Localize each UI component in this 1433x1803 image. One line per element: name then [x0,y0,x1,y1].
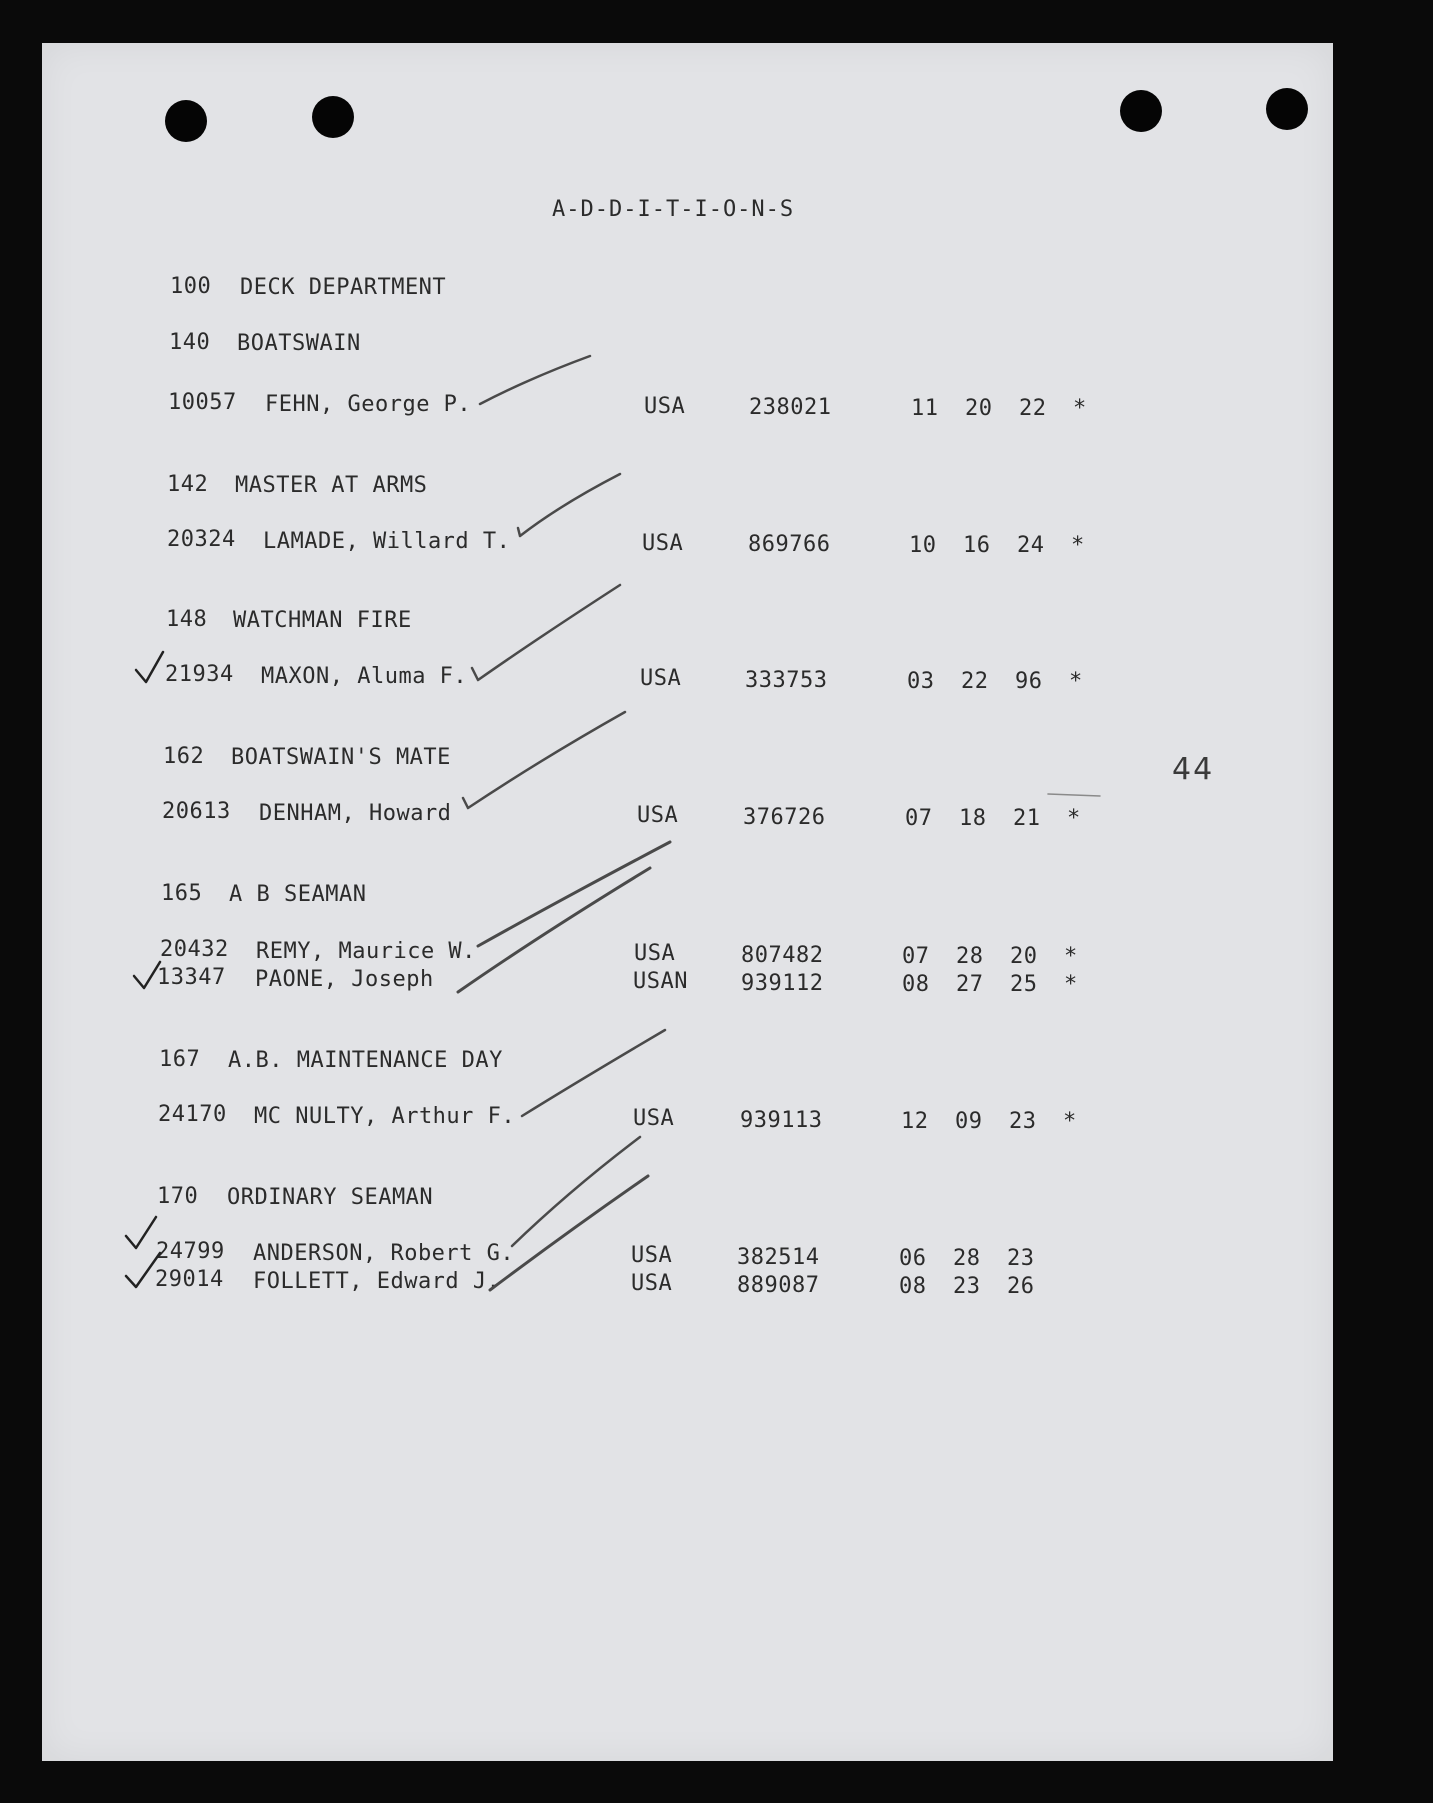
date-day: 28 [956,944,984,969]
date-month: 08 [902,972,930,997]
asterisk-mark: * [1073,396,1087,421]
section-name: A.B. MAINTENANCE DAY [228,1048,503,1073]
date-day: 22 [961,669,989,694]
crew-name: REMY, Maurice W. [256,939,476,964]
section-code: 170 [157,1184,199,1209]
date-day: 18 [959,806,987,831]
crew-name: MC NULTY, Arthur F. [254,1104,516,1129]
punch-hole [165,100,207,142]
date-month: 11 [911,396,939,421]
crew-name: LAMADE, Willard T. [263,529,511,554]
section-code: 142 [167,472,209,497]
punch-hole [1266,88,1308,130]
crew-id: 24799 [156,1239,225,1264]
date-year: 21 [1013,806,1041,831]
section-code: 148 [166,607,208,632]
date-year: 25 [1010,972,1038,997]
date-month: 08 [899,1274,927,1299]
asterisk-mark: * [1064,944,1078,969]
date-year: 20 [1010,944,1038,969]
punch-hole [1120,90,1162,132]
document-number: 238021 [749,395,832,420]
section-code: 162 [163,744,205,769]
asterisk-mark: * [1063,1109,1077,1134]
crew-name: FOLLETT, Edward J. [253,1269,501,1294]
citizenship: USA [644,394,686,419]
date-year: 23 [1009,1109,1037,1134]
date-day: 27 [956,972,984,997]
asterisk-mark: * [1071,533,1085,558]
citizenship: USA [637,803,679,828]
date-month: 03 [907,669,935,694]
asterisk-mark: * [1067,806,1081,831]
crew-id: 13347 [157,965,226,990]
crew-id: 24170 [158,1102,227,1127]
date-day: 28 [953,1246,981,1271]
date-month: 07 [902,944,930,969]
citizenship: USA [640,666,682,691]
crew-name: ANDERSON, Robert G. [253,1241,515,1266]
date-year: 96 [1015,669,1043,694]
section-name: MASTER AT ARMS [235,473,428,498]
document-number: 889087 [737,1273,820,1298]
asterisk-mark: * [1069,669,1083,694]
document-number: 939113 [740,1108,823,1133]
crew-id: 29014 [155,1267,224,1292]
citizenship: USA [642,531,684,556]
date-year: 24 [1017,533,1045,558]
punch-hole [312,96,354,138]
crew-id: 20324 [167,527,236,552]
section-name: BOATSWAIN'S MATE [231,745,451,770]
date-month: 07 [905,806,933,831]
date-day: 16 [963,533,991,558]
section-name: WATCHMAN FIRE [233,608,412,633]
crew-name: PAONE, Joseph [255,967,434,992]
department-name: DECK DEPARTMENT [240,275,447,300]
crew-name: FEHN, George P. [265,392,472,417]
date-month: 12 [901,1109,929,1134]
date-day: 23 [953,1274,981,1299]
date-year: 22 [1019,396,1047,421]
document-number: 807482 [741,943,824,968]
crew-id: 20613 [162,799,231,824]
crew-id: 10057 [168,390,237,415]
citizenship: USA [633,1106,675,1131]
crew-id: 20432 [160,937,229,962]
document-number: 376726 [743,805,826,830]
date-month: 06 [899,1246,927,1271]
document-number: 939112 [741,971,824,996]
date-month: 10 [909,533,937,558]
date-year: 23 [1007,1246,1035,1271]
citizenship: USA [631,1271,673,1296]
crew-name: MAXON, Aluma F. [261,664,468,689]
citizenship: USA [634,941,676,966]
section-name: A B SEAMAN [229,882,367,907]
date-day: 09 [955,1109,983,1134]
document-title: A-D-D-I-T-I-O-N-S [552,197,795,222]
document-number: 333753 [745,668,828,693]
section-name: BOATSWAIN [237,331,361,356]
department-code: 100 [170,274,212,299]
page-number: 44 [1172,752,1215,787]
date-year: 26 [1007,1274,1035,1299]
section-code: 165 [161,881,203,906]
document-number: 869766 [748,532,831,557]
crew-name: DENHAM, Howard [259,801,452,826]
section-code: 140 [169,330,211,355]
section-code: 167 [159,1047,201,1072]
document-number: 382514 [737,1245,820,1270]
citizenship: USAN [633,969,688,994]
date-day: 20 [965,396,993,421]
crew-id: 21934 [165,662,234,687]
section-name: ORDINARY SEAMAN [227,1185,434,1210]
asterisk-mark: * [1064,972,1078,997]
citizenship: USA [631,1243,673,1268]
